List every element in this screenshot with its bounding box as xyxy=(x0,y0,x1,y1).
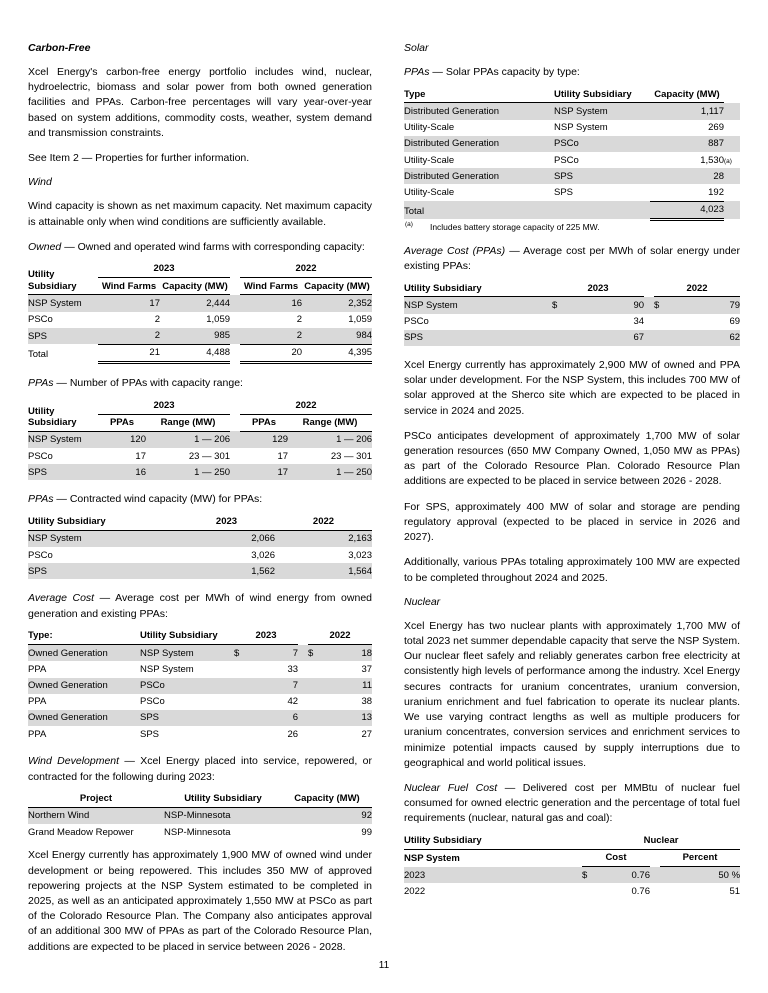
solar-ppa-lead-rest: — Solar PPAs capacity by type: xyxy=(429,66,580,78)
cell: 62 xyxy=(729,332,741,344)
cell: 1 — 206 xyxy=(336,434,373,446)
cell: 1,059 xyxy=(206,314,231,326)
cell: 13 xyxy=(361,712,373,724)
spacer xyxy=(230,431,240,448)
solar-paragraph-1: Xcel Energy currently has approximately 2,900 MW of owned and PPA solar under development. For the NSP System, this includes 700 MW of solar approved at the Sherco site which are expected to be placed in service in 2024 and 2025. xyxy=(404,358,740,417)
cell: Utility-Scale xyxy=(404,154,455,166)
see-item2-paragraph: See Item 2 — Properties for further information. xyxy=(28,152,250,165)
col-header-wind-farms-2022: Wind Farms xyxy=(240,278,302,295)
col-header-range-2022: Range (MW) xyxy=(288,414,372,431)
cell: NSP System xyxy=(554,105,608,117)
cell: PSCo xyxy=(140,680,165,691)
cell: 192 xyxy=(650,184,724,201)
wind-avg-cost-lead-italic: Average Cost xyxy=(28,592,95,605)
spacer xyxy=(650,867,660,884)
cell: NSP System xyxy=(554,122,608,134)
cell: Grand Meadow Repower xyxy=(28,826,134,838)
group-header-nuclear: Nuclear xyxy=(582,833,740,850)
section-heading-nuclear: Nuclear xyxy=(404,595,441,608)
col-header-2022: 2022 xyxy=(654,280,740,297)
cell: 2 xyxy=(296,314,303,326)
cell: 26 xyxy=(287,728,299,740)
group-header-2023: 2023 xyxy=(98,397,230,414)
dollar-sign xyxy=(234,678,246,694)
solar-ppa-lead xyxy=(404,65,740,80)
cell: 3,023 xyxy=(348,549,372,561)
header-spacer xyxy=(644,280,654,297)
cell: SPS xyxy=(28,565,48,577)
cell: 1,117 xyxy=(700,105,724,117)
subheader-nsp-system: NSP System xyxy=(404,852,460,864)
wind-avg-cost-lead-rest: — Average cost per MWh of wind energy from owned generation and existing PPAs: xyxy=(28,592,372,620)
header-spacer xyxy=(230,397,240,414)
dollar-sign xyxy=(234,726,246,742)
spacer xyxy=(644,314,654,330)
header-spacer xyxy=(230,261,240,278)
cell: 2 xyxy=(154,330,160,342)
cell: Total xyxy=(404,205,425,217)
wind-intro-paragraph: Wind capacity is shown as net maximum capacity. Net maximum capacity is attainable only when wind conditions are sufficiently available. xyxy=(28,200,372,228)
wind-avg-cost-lead xyxy=(28,591,372,621)
spacer xyxy=(724,201,740,219)
cell: 120 xyxy=(130,434,146,446)
cell: 984 xyxy=(356,330,373,342)
cell: SPS xyxy=(554,187,574,199)
table-row xyxy=(28,464,372,480)
cell: 2 xyxy=(154,314,160,326)
col-header-utility-subsidiary: Utility Subsidiary xyxy=(140,628,234,645)
cell: 23 — 301 xyxy=(330,450,373,462)
cell: NSP System xyxy=(140,663,194,675)
ppa-capacity-lead-rest: — Contracted wind capacity (MW) for PPAs: xyxy=(53,493,263,506)
cell: 1 — 250 xyxy=(336,466,373,478)
cell: NSP System xyxy=(28,297,82,309)
footnote-marker-cell xyxy=(724,168,740,184)
table-row xyxy=(28,645,372,662)
table-row xyxy=(28,678,372,694)
dollar-sign: $ xyxy=(582,869,588,881)
table-nuclear-fuel-cost xyxy=(404,833,740,900)
table-row xyxy=(28,448,372,464)
cell: 42 xyxy=(287,696,299,708)
table-row xyxy=(28,431,372,448)
spacer xyxy=(298,645,308,662)
col-header-ppas-2022: PPAs xyxy=(240,414,288,431)
cell: 21 xyxy=(98,344,160,362)
cell: NSP System xyxy=(140,647,194,659)
cell: 2022 xyxy=(404,885,426,897)
footnote-marker-cell xyxy=(724,184,740,201)
solar-paragraph-4: Additionally, various PPAs totaling approximately 100 MW are expected to be completed throughout 2024 and 2025. xyxy=(404,556,740,584)
table-row xyxy=(28,661,372,677)
left-column xyxy=(28,42,372,965)
cell: 2 xyxy=(296,330,303,342)
table-row xyxy=(404,152,740,168)
spacer xyxy=(298,710,308,726)
cell: 69 xyxy=(729,316,741,328)
cell: 17 xyxy=(135,450,146,462)
col-header-utility-subsidiary: Utility Subsidiary xyxy=(28,397,98,431)
owned-lead-rest: — Owned and operated wind farms with corresponding capacity: xyxy=(61,240,365,253)
cell: 2,352 xyxy=(348,297,373,309)
dollar-sign xyxy=(308,678,320,694)
col-header-range-2023: Range (MW) xyxy=(146,414,230,431)
col-header-2023: 2023 xyxy=(178,514,275,531)
cell: 33 xyxy=(287,663,299,675)
cell: PSCo xyxy=(404,316,429,328)
col-header-2023: 2023 xyxy=(234,628,298,645)
solar-avg-cost-lead-rest: — Average cost per MWh of solar energy under existing PPAs: xyxy=(404,244,740,272)
dollar-sign xyxy=(308,661,320,677)
spacer xyxy=(650,883,660,899)
cell: 1,562 xyxy=(251,565,275,577)
footnote-marker-cell xyxy=(724,136,740,152)
cell: 67 xyxy=(633,332,645,344)
table-row xyxy=(28,328,372,345)
table-row xyxy=(404,136,740,152)
cell: NSP-Minnesota xyxy=(164,810,231,822)
cell: 92 xyxy=(361,810,372,822)
cell: NSP System xyxy=(28,434,82,446)
col-header-ppas-2023: PPAs xyxy=(98,414,146,431)
footnote-text: Includes battery storage capacity of 225 MW. xyxy=(429,221,600,232)
cell: 28 xyxy=(713,170,724,182)
cell: NSP System xyxy=(404,299,458,311)
col-header-type: Type xyxy=(404,86,554,103)
cell: 20 xyxy=(240,344,302,362)
cell: 1 — 206 xyxy=(194,434,231,446)
cell: Utility-Scale xyxy=(404,187,455,199)
cell: PPA xyxy=(28,728,47,740)
cell: 2,163 xyxy=(348,533,372,545)
spacer xyxy=(298,694,308,710)
ppa-count-lead xyxy=(28,376,372,391)
table-ppa-count-range xyxy=(28,397,372,480)
cell: 4,395 xyxy=(302,344,372,362)
cell: 4,488 xyxy=(160,344,230,362)
group-header-2023: 2023 xyxy=(98,261,230,278)
cell: PSCo xyxy=(554,138,579,150)
col-header-percent: Percent xyxy=(660,849,740,866)
table-wind-average-cost xyxy=(28,628,372,742)
solar-avg-cost-lead-italic: Average Cost (PPAs) xyxy=(404,244,506,257)
col-header-utility-subsidiary: Utility Subsidiary xyxy=(404,833,582,850)
cell: 99 xyxy=(361,826,372,838)
cell: 0.76 xyxy=(631,885,650,897)
col-header-wind-farms-2023: Wind Farms xyxy=(98,278,160,295)
cell: PSCo xyxy=(28,450,53,462)
dollar-sign xyxy=(308,710,320,726)
cell: PSCo xyxy=(28,549,53,561)
cell: SPS xyxy=(28,330,48,342)
cell: 18 xyxy=(361,647,373,659)
cell: 2,066 xyxy=(251,533,275,545)
table-row xyxy=(28,710,372,726)
cell: 129 xyxy=(272,434,289,446)
spacer xyxy=(230,344,240,362)
header-spacer xyxy=(230,278,240,295)
col-header-2022: 2022 xyxy=(275,514,372,531)
cell: 1 — 250 xyxy=(194,466,231,478)
table-row xyxy=(404,314,740,330)
cell: 2023 xyxy=(404,869,426,881)
right-column xyxy=(404,42,740,965)
table-row xyxy=(28,824,372,840)
spacer xyxy=(230,464,240,480)
section-heading-carbon-free: Carbon-Free xyxy=(28,42,91,54)
col-header-capacity-2023: Capacity (MW) xyxy=(160,278,230,295)
header-spacer xyxy=(650,849,660,866)
cell: Total xyxy=(28,348,49,360)
col-header-utility-subsidiary: Utility Subsidiary xyxy=(164,791,282,808)
col-header-capacity-2022: Capacity (MW) xyxy=(302,278,372,295)
spacer xyxy=(298,661,308,677)
total-row xyxy=(404,201,740,219)
solar-paragraph-2: PSCo anticipates development of approximately 1,700 MW of solar generation resources (650 MW Company Owned, 1,050 MW as PPAs) as part of the Colorado Resource Plan. Colorado Resource Plan additions are expected to be placed in service between 2026 - 2028. xyxy=(404,429,740,488)
cell: 17 xyxy=(149,297,160,309)
table-row xyxy=(28,295,372,312)
group-header-2022: 2022 xyxy=(240,261,372,278)
table-row xyxy=(28,807,372,824)
cell: Utility-Scale xyxy=(404,122,455,134)
wind-development-lead-italic: Wind Development xyxy=(28,755,120,768)
cell: Northern Wind xyxy=(28,810,90,822)
cell: Distributed Generation xyxy=(404,105,500,117)
total-row xyxy=(28,344,372,362)
dollar-sign xyxy=(308,694,320,710)
wind-development-lead-rest: — Xcel Energy placed into service, repowered, or contracted for the following during 2023: xyxy=(28,755,372,783)
dollar-sign xyxy=(234,661,246,677)
cell: 16 xyxy=(291,297,303,309)
cell: PSCo xyxy=(140,696,165,708)
cell: 23 — 301 xyxy=(188,450,231,462)
table-row xyxy=(28,312,372,328)
spacer xyxy=(230,312,240,328)
footnote-marker-cell xyxy=(724,103,740,120)
table-solar-average-cost xyxy=(404,280,740,346)
owned-wind-lead xyxy=(28,240,372,255)
cell: PPA xyxy=(28,696,47,708)
table-row xyxy=(404,297,740,314)
footnote-marker: (a) xyxy=(405,220,413,228)
cell: SPS xyxy=(404,332,424,344)
cell: 1,530 xyxy=(700,154,724,166)
cell: Owned Generation xyxy=(28,680,108,691)
cell: NSP System xyxy=(28,533,82,545)
ppa-count-lead-rest: — Number of PPAs with capacity range: xyxy=(53,377,243,390)
dollar-sign xyxy=(552,330,564,346)
cell: 7 xyxy=(292,680,299,691)
cell: Owned Generation xyxy=(28,647,108,659)
dollar-sign: $ xyxy=(654,299,660,311)
cell: 27 xyxy=(361,728,373,740)
cell: 16 xyxy=(135,466,146,478)
cell: 1,059 xyxy=(348,314,373,326)
dollar-sign: $ xyxy=(552,299,558,311)
spacer xyxy=(644,297,654,314)
nuclear-fuel-cost-lead xyxy=(404,781,740,827)
cell: SPS xyxy=(554,170,574,182)
cell: NSP-Minnesota xyxy=(164,826,231,838)
spacer xyxy=(230,328,240,345)
cell: 38 xyxy=(361,696,373,708)
page-number: 11 xyxy=(378,960,390,971)
table-row xyxy=(404,103,740,120)
col-header-capacity: Capacity (MW) xyxy=(650,86,724,103)
cell: 34 xyxy=(633,316,645,328)
cell: PSCo xyxy=(28,314,53,326)
group-header-2022: 2022 xyxy=(240,397,372,414)
col-header-2022: 2022 xyxy=(308,628,372,645)
table-ppa-contracted-capacity xyxy=(28,514,372,580)
table-solar-ppa-capacity xyxy=(404,86,740,221)
cell: 90 xyxy=(633,299,645,311)
spacer xyxy=(298,678,308,694)
wind-development-lead xyxy=(28,754,372,784)
dollar-sign xyxy=(582,883,594,899)
table-wind-development xyxy=(28,791,372,841)
dollar-sign: $ xyxy=(308,647,314,659)
table-row xyxy=(28,547,372,563)
cell: 7 xyxy=(292,647,299,659)
col-header-utility-subsidiary: Utility Subsidiary xyxy=(28,261,98,295)
dollar-sign xyxy=(234,694,246,710)
table-row xyxy=(28,694,372,710)
wind-outlook-paragraph: Xcel Energy currently has approximately 1,900 MW of owned wind under development or being repowered. This includes 350 MW of approved repowering projects at the NSP System estimated to be completed in 2025, as well as an anticipated approximately 1,550 MW at PSCo as part of the Colorado Resource Plan. The Company also anticipates approval of an additional 300 MW of PPAs as part of the Colorado Resource Plan, additions are expected to be placed in service between 2026 - 2028. xyxy=(28,849,372,953)
solar-ppa-lead-italic: PPAs xyxy=(404,66,430,78)
cell: 51 xyxy=(729,885,741,897)
cell: 3,026 xyxy=(251,549,275,561)
table-owned-wind-farms xyxy=(28,261,372,364)
table-row xyxy=(404,867,740,884)
cell: 2,444 xyxy=(206,297,231,309)
dollar-sign xyxy=(308,726,320,742)
header-spacer xyxy=(230,414,240,431)
table-row xyxy=(404,120,740,136)
ppa-capacity-lead-italic: PPAs xyxy=(28,493,54,506)
dollar-sign xyxy=(234,710,246,726)
table-row xyxy=(28,563,372,579)
col-header-capacity: Capacity (MW) xyxy=(282,791,372,808)
dollar-sign xyxy=(654,330,666,346)
table-row xyxy=(28,530,372,547)
col-header-utility-subsidiary: Utility Subsidiary xyxy=(404,280,552,297)
footnote-marker-cell xyxy=(724,120,740,136)
col-header-utility-subsidiary: Utility Subsidiary xyxy=(554,86,650,103)
cell: 17 xyxy=(277,450,289,462)
solar-paragraph-3: For SPS, approximately 400 MW of solar and storage are pending regulatory approval (expected to be placed in service in 2026 and 2027). xyxy=(404,500,740,544)
section-heading-wind: Wind xyxy=(28,176,52,189)
cell: PSCo xyxy=(554,154,579,166)
ppa-count-lead-italic: PPAs xyxy=(28,377,54,390)
table-footnote xyxy=(405,221,740,232)
cell: PPA xyxy=(28,663,47,675)
cell: SPS xyxy=(140,728,160,740)
cell: SPS xyxy=(28,466,48,478)
cell: 11 xyxy=(362,680,373,691)
section-heading-solar: Solar xyxy=(404,42,429,54)
cell: 985 xyxy=(214,330,231,342)
ppa-capacity-lead xyxy=(28,492,372,507)
cell: 4,023 xyxy=(650,201,724,219)
col-header-utility-subsidiary: Utility Subsidiary xyxy=(28,514,178,531)
cell: SPS xyxy=(140,712,160,724)
dollar-sign: $ xyxy=(234,647,240,659)
owned-lead-italic: Owned xyxy=(28,240,62,253)
col-header-cost: Cost xyxy=(582,849,650,866)
table-row xyxy=(404,184,740,201)
carbon-free-paragraph: Xcel Energy's carbon-free energy portfolio includes wind, nuclear, hydroelectric, biomass and solar power from both owned generation facilities and PPAs. Carbon-free percentages will vary year-over-year based on system additions, commodity costs, weather, system demand and transmission constraints. xyxy=(28,66,372,139)
cell: 1,564 xyxy=(348,565,372,577)
cell: 0.76 xyxy=(631,869,650,881)
table-row xyxy=(28,726,372,742)
cell: 37 xyxy=(361,663,373,675)
footnote-marker-cell: (a) xyxy=(724,158,732,166)
header-spacer xyxy=(724,86,740,103)
nuclear-fuel-cost-lead-italic: Nuclear Fuel Cost xyxy=(404,781,498,794)
cell: 269 xyxy=(708,122,724,134)
table-row xyxy=(404,168,740,184)
cell: 887 xyxy=(708,138,724,150)
cell: Distributed Generation xyxy=(404,138,500,150)
header-spacer xyxy=(298,628,308,645)
table-row xyxy=(404,330,740,346)
spacer xyxy=(230,448,240,464)
cell: Distributed Generation xyxy=(404,170,500,182)
cell: 79 xyxy=(729,299,741,311)
col-header-type: Type: xyxy=(28,628,140,645)
cell: Owned Generation xyxy=(28,712,108,724)
cell: 17 xyxy=(277,466,289,478)
cell: 50 % xyxy=(718,869,741,881)
nuclear-fuel-cost-lead-rest: — Delivered cost per MMBtu of nuclear fuel consumed for owned electric generation and the percentage of total fuel requirements (nuclear, natural gas and coal): xyxy=(404,781,740,825)
col-header-project: Project xyxy=(28,791,164,808)
col-header-2023: 2023 xyxy=(552,280,644,297)
nuclear-paragraph: Xcel Energy has two nuclear plants with approximately 1,700 MW of total 2023 net summer dependable capacity that serve the NSP System. Our nuclear fleet safely and reliably generates carbon free electricity at consistently high levels of performance among the industry. Xcel Energy secures contracts for uranium concentrates, uranium conversion, uranium enrichment and fuel fabrication to operate its nuclear plants. We use varying contract lengths as well as multiple producers for uranium concentrates, conversion services and enrichment services to minimize potential impacts caused by supply interruptions due to geographical and world political issues. xyxy=(404,619,740,769)
spacer xyxy=(644,330,654,346)
dollar-sign xyxy=(552,314,564,330)
spacer xyxy=(298,726,308,742)
cell: 6 xyxy=(292,712,299,724)
dollar-sign xyxy=(654,314,666,330)
solar-avg-cost-lead xyxy=(404,244,740,274)
table-row xyxy=(404,883,740,899)
spacer xyxy=(230,295,240,312)
